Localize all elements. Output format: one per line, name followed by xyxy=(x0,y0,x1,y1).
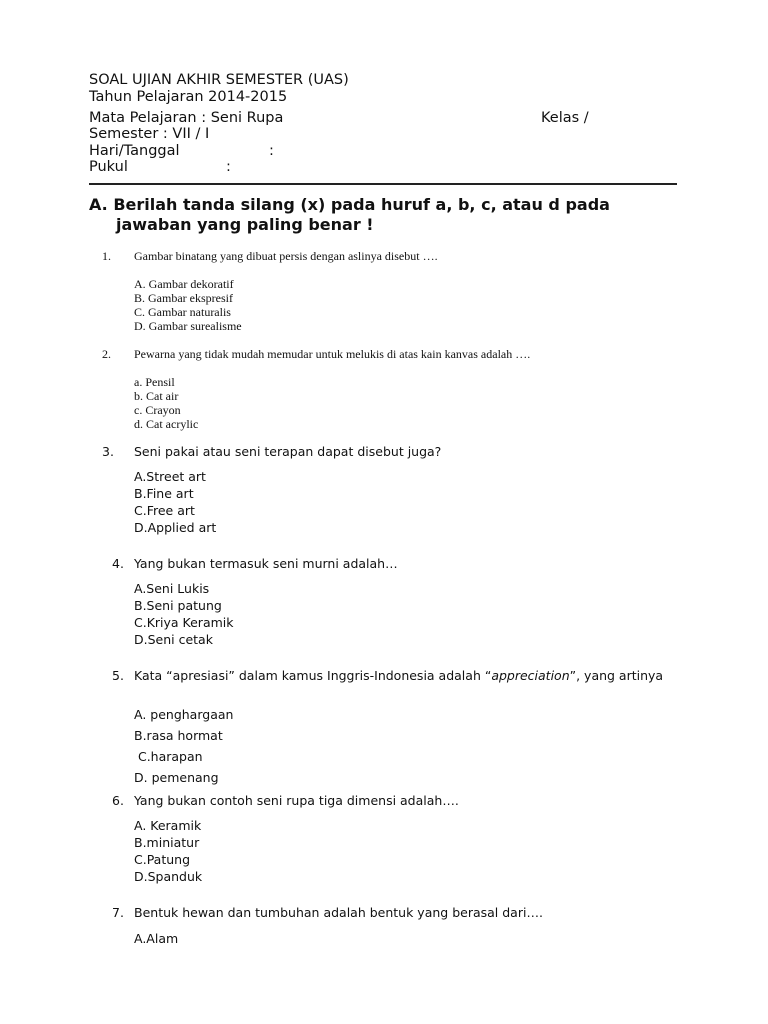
option-d: D. Gambar surealisme xyxy=(134,319,242,333)
question-text: Yang bukan termasuk seni murni adalah… xyxy=(134,556,398,571)
option-b: B.Seni patung xyxy=(134,598,222,613)
question-number: 7. xyxy=(112,905,124,920)
question-text: Bentuk hewan dan tumbuhan adalah bentuk yang berasal dari…. xyxy=(134,905,543,920)
option-c: C.Patung xyxy=(134,852,191,867)
date-colon: : xyxy=(269,143,274,159)
option-d: D. pemenang xyxy=(134,770,219,785)
option-a: a. Pensil xyxy=(134,375,175,389)
class-label: Kelas / xyxy=(541,110,589,126)
option-c: C.Kriya Keramik xyxy=(134,615,234,630)
section-a-line1: A. Berilah tanda silang (x) pada huruf a, b, c, atau d pada xyxy=(89,195,610,214)
exam-title: SOAL UJIAN AKHIR SEMESTER (UAS) xyxy=(89,72,349,88)
question-number: 3. xyxy=(102,444,114,459)
semester-line: Semester : VII / I xyxy=(89,126,210,142)
academic-year: Tahun Pelajaran 2014-2015 xyxy=(89,89,288,105)
option-d: D.Spanduk xyxy=(134,869,203,884)
question-text: Yang bukan contoh seni rupa tiga dimensi adalah…. xyxy=(134,793,459,808)
option-c: C. Gambar naturalis xyxy=(134,305,231,319)
question-number: 2. xyxy=(102,347,111,361)
option-c: c. Crayon xyxy=(134,403,181,417)
option-b: B.Fine art xyxy=(134,486,194,501)
option-d: D.Seni cetak xyxy=(134,632,213,647)
option-a: A. Gambar dekoratif xyxy=(134,277,234,291)
question-number: 5. xyxy=(112,668,124,683)
time-label: Pukul xyxy=(89,159,128,175)
option-b: B.rasa hormat xyxy=(134,728,223,743)
question-number: 1. xyxy=(102,249,111,263)
option-d: d. Cat acrylic xyxy=(134,417,199,431)
option-a: A.Seni Lukis xyxy=(134,581,210,596)
question-text: Gambar binatang yang dibuat persis dengan aslinya disebut …. xyxy=(134,249,438,263)
question-number: 4. xyxy=(112,556,124,571)
option-b: b. Cat air xyxy=(134,389,179,403)
question-number: 6. xyxy=(112,793,124,808)
header-divider xyxy=(89,183,677,185)
option-a: A.Street art xyxy=(134,469,206,484)
question-text: Seni pakai atau seni terapan dapat disebut juga? xyxy=(134,444,442,459)
question-text xyxy=(134,668,694,683)
option-c: C.harapan xyxy=(134,749,203,764)
question-text-italic: appreciation xyxy=(491,668,570,683)
section-a-instruction xyxy=(89,195,689,235)
subject-line: Mata Pelajaran : Seni Rupa xyxy=(89,110,284,126)
option-b: B. Gambar ekspresif xyxy=(134,291,233,305)
option-b: B.miniatur xyxy=(134,835,200,850)
section-a-line2: jawaban yang paling benar ! xyxy=(116,215,374,234)
option-d: D.Applied art xyxy=(134,520,217,535)
question-text-start: Kata “apresiasi” dalam kamus Inggris-Indonesia adalah “ xyxy=(134,668,492,683)
option-a: A. penghargaan xyxy=(134,707,234,722)
date-label: Hari/Tanggal xyxy=(89,143,180,159)
option-c: C.Free art xyxy=(134,503,195,518)
question-text-end: ”, yang artinya xyxy=(569,668,664,683)
question-text: Pewarna yang tidak mudah memudar untuk melukis di atas kain kanvas adalah …. xyxy=(134,347,531,361)
time-colon: : xyxy=(226,159,231,175)
option-a: A. Keramik xyxy=(134,818,202,833)
option-a: A.Alam xyxy=(134,931,179,946)
